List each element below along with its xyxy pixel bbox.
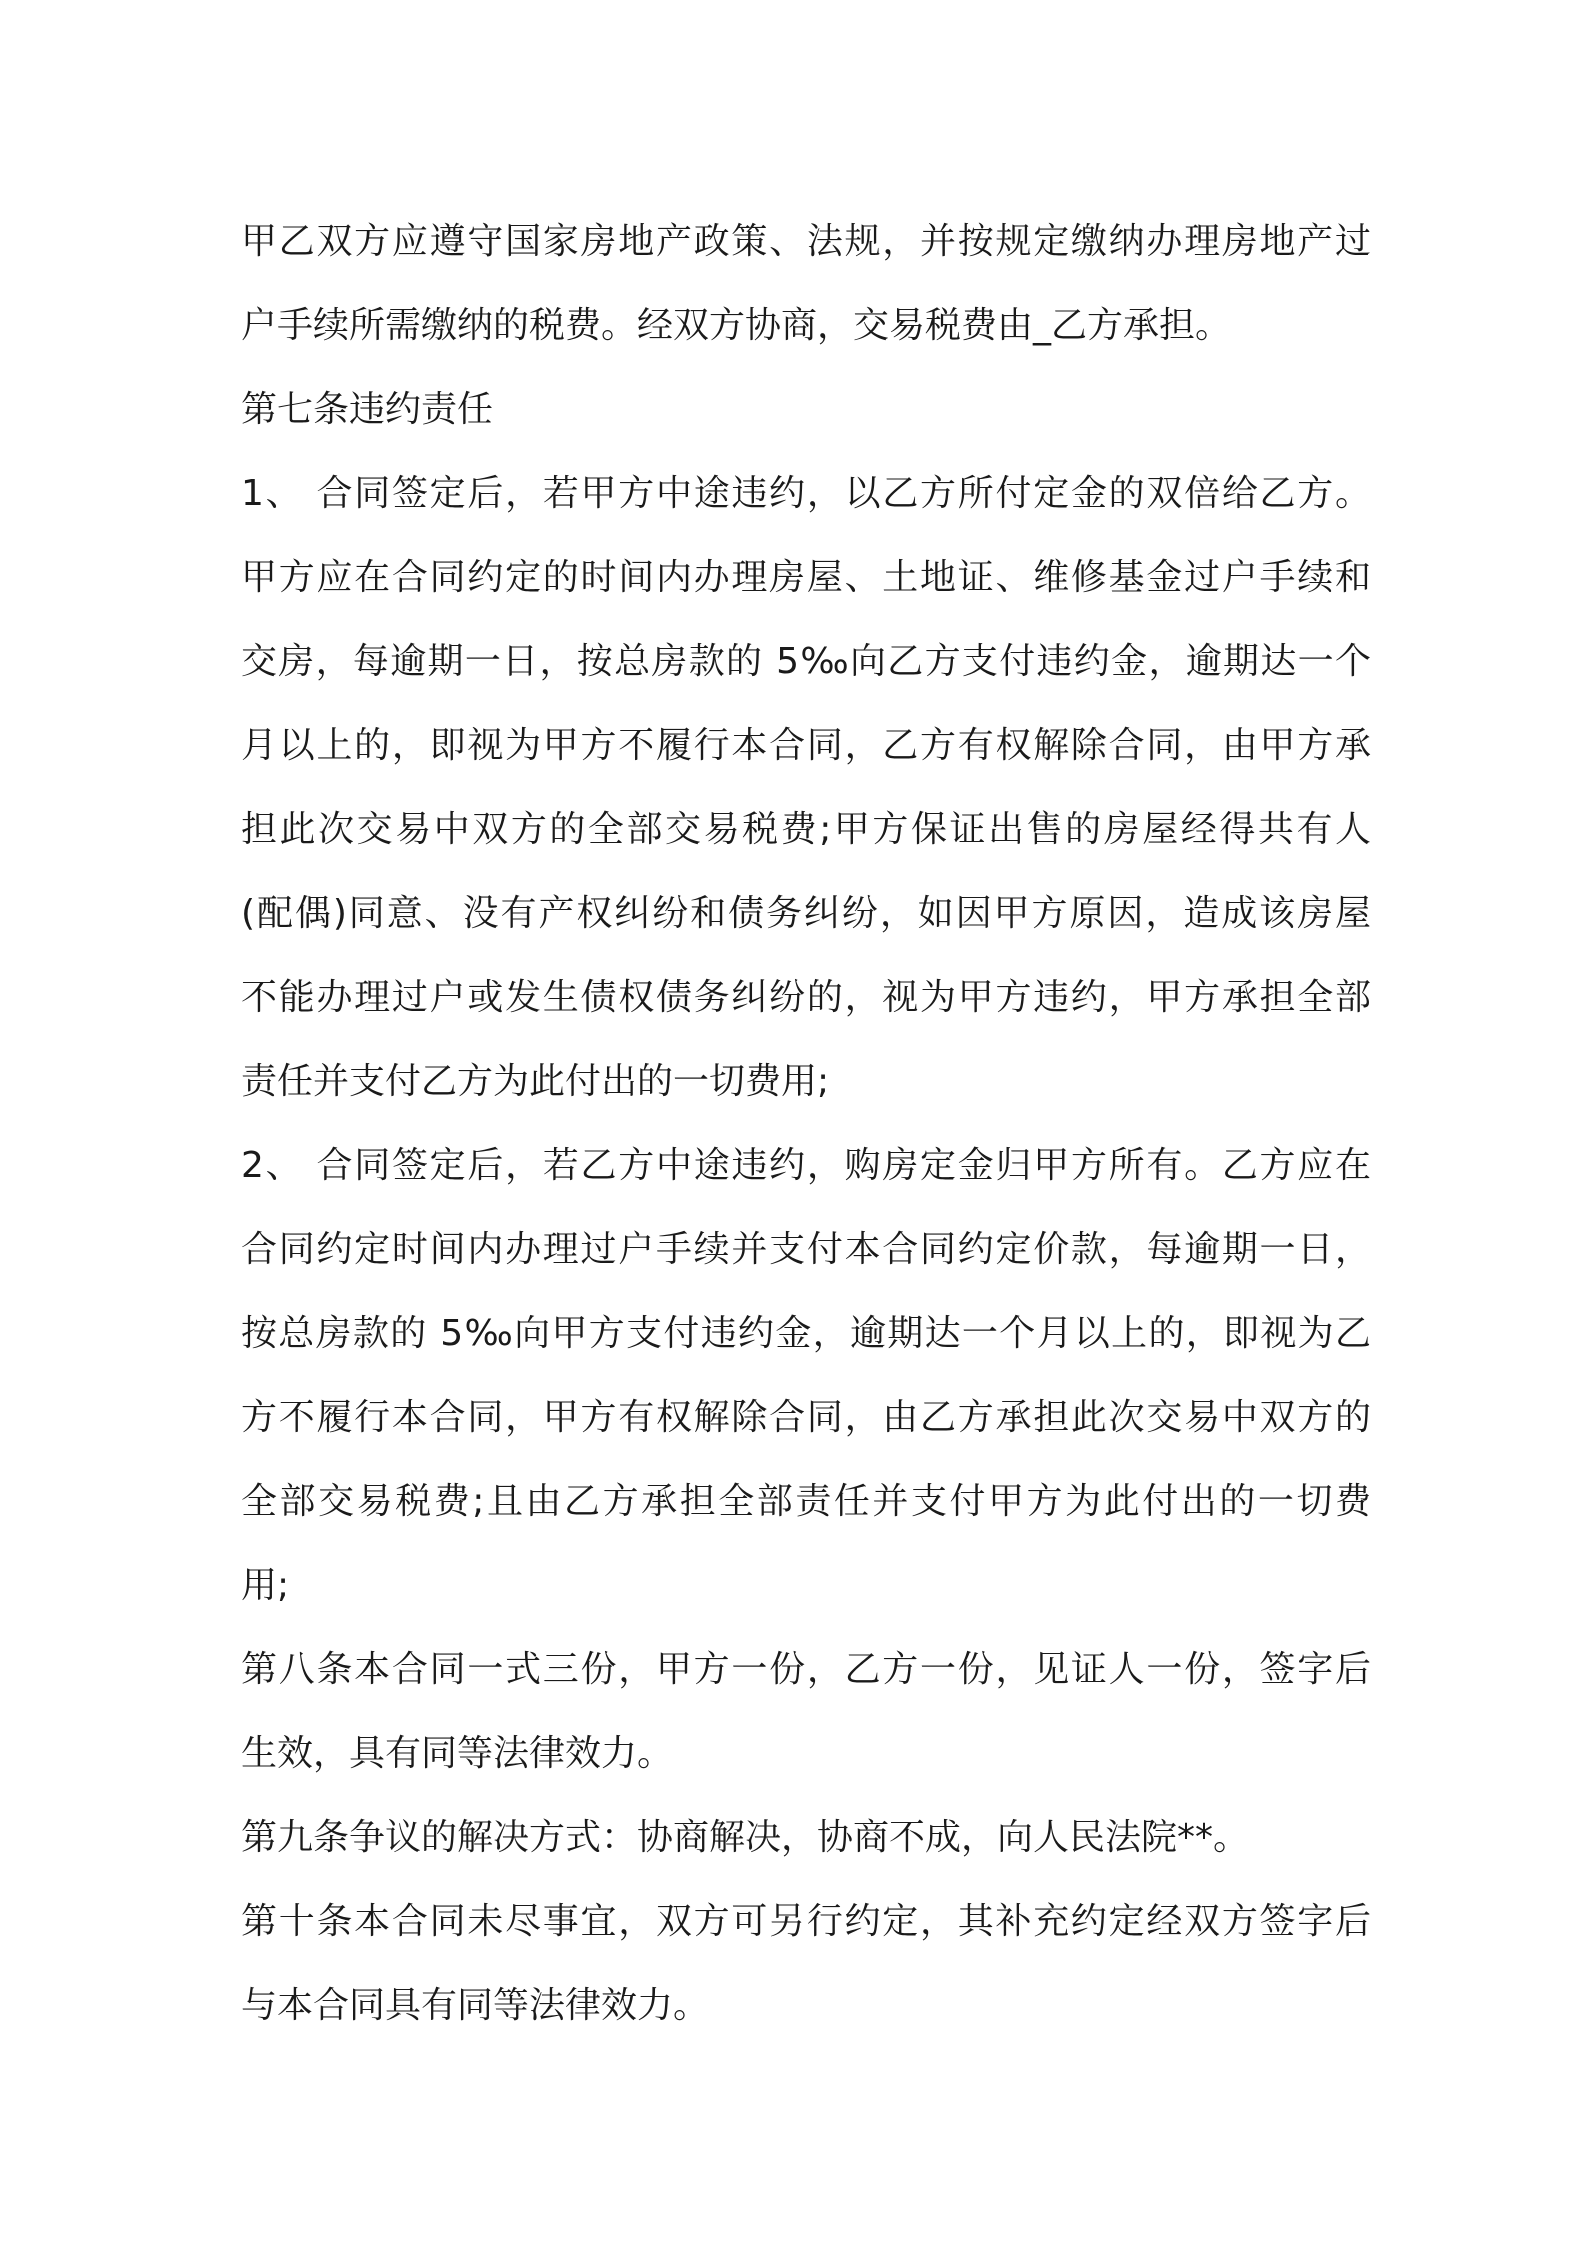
text-line: 与本合同具有同等法律效力。: [241, 1985, 710, 2026]
text-line: 责任并支付乙方为此付出的一切费用;: [241, 1061, 830, 1102]
text-line: 不能办理过户或发生债权债务纠纷的，视为甲方违约，甲方承担全部: [241, 977, 1371, 1018]
text-line: 月以上的，即视为甲方不履行本合同，乙方有权解除合同，由甲方承: [241, 725, 1371, 766]
text-line: 按总房款的 5‰向甲方支付违约金，逾期达一个月以上的，即视为乙: [241, 1313, 1371, 1354]
text-line: 生效，具有同等法律效力。: [241, 1733, 674, 1774]
text-line: 1、 合同签定后，若甲方中途违约，以乙方所付定金的双倍给乙方。: [241, 473, 1371, 514]
text-line: 合同约定时间内办理过户手续并支付本合同约定价款，每逾期一日，: [241, 1229, 1371, 1270]
text-line: 方不履行本合同，甲方有权解除合同，由乙方承担此次交易中双方的: [241, 1397, 1371, 1438]
contract-text: [241, 200, 1371, 2048]
text-line: 甲乙双方应遵守国家房地产政策、法规，并按规定缴纳办理房地产过: [241, 221, 1371, 262]
text-line: 甲方应在合同约定的时间内办理房屋、土地证、维修基金过户手续和: [241, 557, 1371, 598]
text-line: 担此次交易中双方的全部交易税费;甲方保证出售的房屋经得共有人: [241, 809, 1371, 850]
section-text-line: 第九条争议的解决方式：协商解决，协商不成，向人民法院**。: [241, 1817, 1250, 1858]
text-line: 2、 合同签定后，若乙方中途违约，购房定金归甲方所有。乙方应在: [241, 1145, 1371, 1186]
text-line: (配偶)同意、没有产权纠纷和债务纠纷，如因甲方原因，造成该房屋: [241, 893, 1371, 934]
text-line: 用;: [241, 1565, 290, 1606]
section-text-line: 第八条本合同一式三份，甲方一份，乙方一份，见证人一份，签字后: [241, 1649, 1371, 1690]
section-text-line: 第十条本合同未尽事宜，双方可另行约定，其补充约定经双方签字后: [241, 1901, 1371, 1942]
text-line: 交房，每逾期一日，按总房款的 5‰向乙方支付违约金，逾期达一个: [241, 641, 1371, 682]
text-line: 全部交易税费;且由乙方承担全部责任并支付甲方为此付出的一切费: [241, 1481, 1371, 1522]
text-line: 户手续所需缴纳的税费。经双方协商，交易税费由_乙方承担。: [241, 305, 1232, 346]
section-heading: 第七条违约责任: [241, 389, 494, 430]
